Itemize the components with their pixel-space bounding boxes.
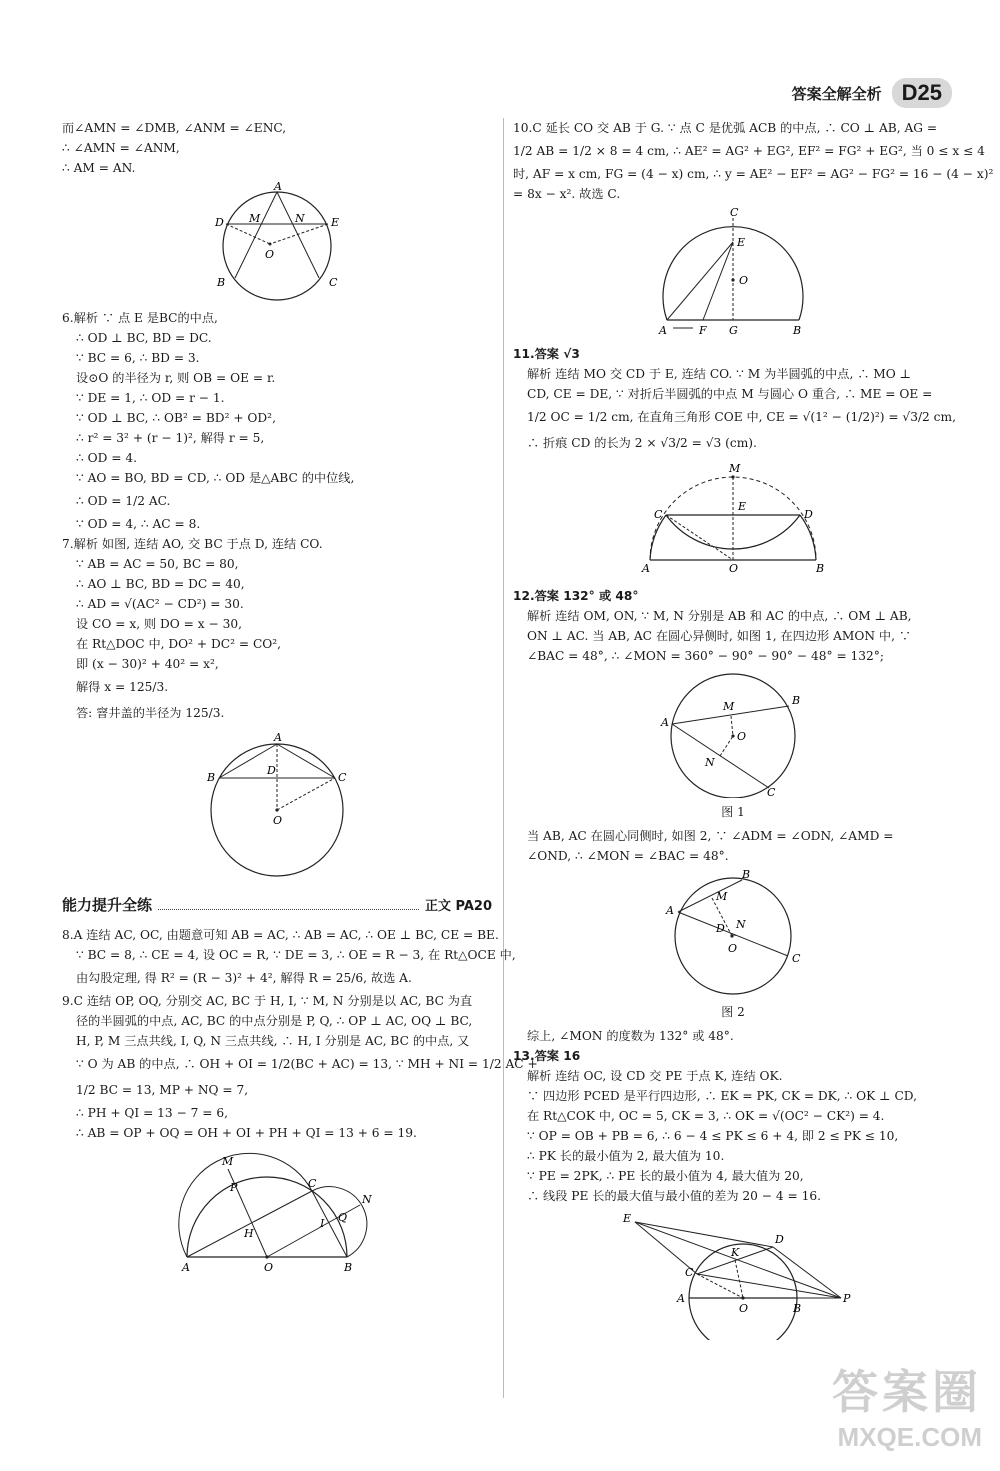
q13-line: ∵ PE = 2PK, ∴ PE 长的最小值为 4, 最大值为 20, xyxy=(527,1169,804,1183)
q8-line: 由勾股定理, 得 R² = (R − 3)² + 4², 解得 R = 25/6, 故选 A. xyxy=(76,971,412,985)
svg-text:E: E xyxy=(331,216,340,229)
svg-text:O: O xyxy=(264,1261,274,1274)
figure-q13-parallelogram xyxy=(613,1210,853,1340)
q6-line: ∴ OD ⊥ BC, BD = DC. xyxy=(76,331,212,345)
q12-mid-line: 当 AB, AC 在圆心同侧时, 如图 2, ∵ ∠ADM = ∠ODN, ∠AMD = xyxy=(527,829,894,843)
q11-line: ∴ 折痕 CD 的长为 2 × √3/2 = √3 (cm). xyxy=(527,436,757,450)
q7-line: 7.解析 如图, 连结 AO, 交 BC 于点 D, 连结 CO. xyxy=(62,537,323,551)
svg-text:B: B xyxy=(207,771,216,784)
svg-text:N: N xyxy=(705,756,715,769)
column-divider xyxy=(503,118,504,1398)
section-ref: 正文 PA20 xyxy=(424,899,492,914)
svg-text:M: M xyxy=(222,1155,234,1168)
svg-text:M: M xyxy=(729,462,741,475)
page-number: D25 xyxy=(892,78,952,108)
svg-text:M: M xyxy=(716,890,728,903)
svg-text:A: A xyxy=(182,1261,190,1274)
q6-line: ∵ AO = BO, BD = CD, ∴ OD 是△ABC 的中位线, xyxy=(76,471,355,485)
q9-line: 径的半圆弧的中点, AC, BC 的中点分别是 P, Q, ∴ OP ⊥ AC, OQ ⊥ BC, xyxy=(76,1014,473,1028)
q13-answer: 13.答案 16 xyxy=(513,1049,581,1063)
q6-line: ∴ OD = 1/2 AC. xyxy=(76,494,171,508)
figure-caption-2: 图 2 xyxy=(721,1005,745,1019)
svg-text:B: B xyxy=(816,562,825,575)
svg-text:A: A xyxy=(666,904,674,917)
q9-line: H, P, M 三点共线, I, Q, N 三点共线, ∴ H, I 分别是 AC, BC 的中点, 又 xyxy=(76,1034,470,1048)
q6-line: 6.解析 ∵ 点 E 是BC的中点, xyxy=(62,311,218,325)
q6-line: 设⊙O 的半径为 r, 则 OB = OE = r. xyxy=(76,371,276,385)
svg-text:D: D xyxy=(775,1233,784,1246)
figure-q9-semicircles xyxy=(172,1147,382,1277)
section-dots xyxy=(158,909,419,910)
q6-line: ∴ OD = 4. xyxy=(76,451,137,465)
q7-line: 答: 窨井盖的半径为 125/3. xyxy=(76,706,225,720)
text-line: ∴ ∠AMN = ∠ANM, xyxy=(62,141,180,155)
q10-line: 10.C 延长 CO 交 AB 于 G. ∵ 点 C 是优弧 ACB 的中点, ∴ CO ⊥ AB, AG = xyxy=(513,121,938,135)
svg-text:A: A xyxy=(677,1292,685,1305)
svg-text:O: O xyxy=(728,942,738,955)
q6-line: ∵ OD = 4, ∴ AC = 8. xyxy=(76,517,201,531)
svg-text:N: N xyxy=(736,918,746,931)
svg-text:Q: Q xyxy=(338,1211,348,1224)
q6-line: ∵ DE = 1, ∴ OD = r − 1. xyxy=(76,391,225,405)
svg-text:C: C xyxy=(308,1177,317,1190)
svg-text:A: A xyxy=(661,716,669,729)
q7-line: 解得 x = 125/3. xyxy=(76,680,169,694)
svg-text:C: C xyxy=(685,1266,694,1279)
text-line: 而∠AMN = ∠DMB, ∠ANM = ∠ENC, xyxy=(62,121,287,135)
svg-text:C: C xyxy=(767,786,776,798)
q9-line: ∴ AB = OP + OQ = OH + OI + PH + QI = 13 + 6 = 19. xyxy=(76,1126,417,1140)
svg-text:A: A xyxy=(642,562,650,575)
svg-text:G: G xyxy=(729,324,738,337)
q8-line: ∵ BC = 8, ∴ CE = 4, 设 OC = R, ∵ DE = 3, ∴ OE = R − 3, 在 Rt△OCE 中, xyxy=(76,948,516,962)
svg-text:A: A xyxy=(659,324,667,337)
q7-line: 即 (x − 30)² + 40² = x², xyxy=(76,657,219,671)
q10-line: 1/2 AB = 1/2 × 8 = 4 cm, ∴ AE² = AG² + EG², EF² = FG² + EG², 当 0 ≤ x ≤ 4 xyxy=(513,144,985,158)
svg-text:I: I xyxy=(320,1217,325,1230)
q12-line: ∠BAC = 48°, ∴ ∠MON = 360° − 90° − 90° − 48° = 132°; xyxy=(527,649,885,663)
svg-text:N: N xyxy=(362,1193,372,1206)
figure-q7-manhole xyxy=(197,730,357,880)
header-title: 答案全解全析 xyxy=(791,84,882,103)
svg-text:B: B xyxy=(217,276,226,289)
svg-text:M: M xyxy=(723,700,735,713)
svg-text:C: C xyxy=(792,952,801,965)
q11-line: CD, CE = DE, ∵ 对折后半圆弧的中点 M 与圆心 O 重合, ∴ ME = OE = xyxy=(527,387,933,401)
q9-line: ∴ PH + QI = 13 − 7 = 6, xyxy=(76,1106,228,1120)
svg-text:B: B xyxy=(793,1302,802,1315)
q13-line: ∵ OP = OB + PB = 6, ∴ 6 − 4 ≤ PK ≤ 6 + 4, 即 2 ≤ PK ≤ 10, xyxy=(527,1129,899,1143)
svg-text:O: O xyxy=(739,1302,749,1315)
q10-line: = 8x − x². 故选 C. xyxy=(513,187,621,201)
watermark-url: MXQE.COM xyxy=(837,1422,982,1452)
svg-text:E: E xyxy=(623,1212,632,1225)
figure-q11-fold xyxy=(638,460,828,580)
q9-line: ∵ O 为 AB 的中点, ∴ OH + OI = 1/2(BC + AC) = 13, ∵ MH + NI = 1/2 AC + xyxy=(76,1057,538,1071)
svg-text:D: D xyxy=(267,764,276,777)
svg-text:E: E xyxy=(738,500,747,513)
svg-text:B: B xyxy=(793,324,802,337)
q12-answer: 12.答案 132° 或 48° xyxy=(513,589,639,603)
section-heading xyxy=(62,894,492,915)
q13-line: 解析 连结 OC, 设 CD 交 PE 于点 K, 连结 OK. xyxy=(527,1069,783,1083)
svg-text:D: D xyxy=(804,508,813,521)
q6-line: ∵ OD ⊥ BC, ∴ OB² = BD² + OD², xyxy=(76,411,276,425)
svg-text:O: O xyxy=(737,730,747,743)
q7-line: ∴ AO ⊥ BC, BD = DC = 40, xyxy=(76,577,245,591)
text-line: ∴ AM = AN. xyxy=(62,161,136,175)
svg-text:M: M xyxy=(249,212,261,225)
figure-q12-2 xyxy=(658,870,808,998)
svg-text:D: D xyxy=(716,922,725,935)
svg-text:P: P xyxy=(230,1181,238,1194)
figure-q5-circle xyxy=(197,182,357,302)
svg-text:H: H xyxy=(244,1227,254,1240)
q7-line: ∵ AB = AC = 50, BC = 80, xyxy=(76,557,239,571)
watermark xyxy=(832,1356,982,1453)
svg-text:A: A xyxy=(274,182,282,193)
svg-text:C: C xyxy=(338,771,347,784)
svg-text:O: O xyxy=(273,814,283,827)
svg-text:C: C xyxy=(654,508,663,521)
svg-text:O: O xyxy=(729,562,739,575)
q13-line: ∴ 线段 PE 长的最大值与最小值的差为 20 − 4 = 16. xyxy=(527,1189,821,1203)
svg-text:O: O xyxy=(739,274,749,287)
q7-line: 设 CO = x, 则 DO = x − 30, xyxy=(76,617,242,631)
q8-line: 8.A 连结 AC, OC, 由题意可知 AB = AC, ∴ AB = AC, ∴ OE ⊥ BC, CE = BE. xyxy=(62,928,499,942)
svg-text:B: B xyxy=(792,694,801,707)
q9-line: 1/2 BC = 13, MP + NQ = 7, xyxy=(76,1083,249,1097)
svg-text:C: C xyxy=(730,208,739,219)
q12-end: 综上, ∠MON 的度数为 132° 或 48°. xyxy=(527,1029,734,1043)
svg-text:B: B xyxy=(742,870,751,881)
svg-text:A: A xyxy=(274,731,282,744)
watermark-logo-text: 答案圈 xyxy=(832,1366,982,1418)
q6-line: ∴ r² = 3² + (r − 1)², 解得 r = 5, xyxy=(76,431,265,445)
svg-text:E: E xyxy=(737,236,746,249)
figure-q10-arc xyxy=(653,208,813,338)
q13-line: ∵ 四边形 PCED 是平行四边形, ∴ EK = PK, CK = DK, ∴ OK ⊥ CD, xyxy=(527,1089,917,1103)
figure-q12-1 xyxy=(653,670,813,798)
q7-line: ∴ AD = √(AC² − CD²) = 30. xyxy=(76,597,244,611)
page-header xyxy=(792,78,952,108)
svg-text:P: P xyxy=(843,1292,851,1305)
q9-line: 9.C 连结 OP, OQ, 分别交 AC, BC 于 H, I, ∵ M, N 分别是以 AC, BC 为直 xyxy=(62,994,473,1008)
svg-text:C: C xyxy=(329,276,338,289)
left-column xyxy=(62,118,538,1283)
q11-line: 解析 连结 MO 交 CD 于 E, 连结 CO. ∵ M 为半圆弧的中点, ∴ MO ⊥ xyxy=(527,367,912,381)
svg-text:F: F xyxy=(699,324,707,337)
q11-line: 1/2 OC = 1/2 cm, 在直角三角形 COE 中, CE = √(1² − (1/2)²) = √3/2 cm, xyxy=(527,410,956,424)
q6-line: ∵ BC = 6, ∴ BD = 3. xyxy=(76,351,200,365)
svg-text:N: N xyxy=(295,212,305,225)
svg-text:K: K xyxy=(731,1246,740,1259)
q7-line: 在 Rt△DOC 中, DO² + DC² = CO², xyxy=(76,637,282,651)
q12-line: 解析 连结 OM, ON, ∵ M, N 分别是 AB 和 AC 的中点, ∴ OM ⊥ AB, xyxy=(527,609,912,623)
svg-text:O: O xyxy=(265,248,275,261)
q10-line: 时, AF = x cm, FG = (4 − x) cm, ∴ y = AE² − EF² = AG² − FG² = 16 − (4 − x)² xyxy=(513,167,994,181)
q13-line: 在 Rt△COK 中, OC = 5, CK = 3, ∴ OK = √(OC² − CK²) = 4. xyxy=(527,1109,885,1123)
q12-line: ON ⊥ AC. 当 AB, AC 在圆心异侧时, 如图 1, 在四边形 AMON 中, ∵ xyxy=(527,629,912,643)
right-column xyxy=(513,118,994,1346)
svg-text:D: D xyxy=(215,216,224,229)
q12-mid-line: ∠OND, ∴ ∠MON = ∠BAC = 48°. xyxy=(527,849,729,863)
svg-text:B: B xyxy=(344,1261,353,1274)
figure-caption-1: 图 1 xyxy=(721,805,745,819)
q11-answer: 11.答案 √3 xyxy=(513,347,580,361)
section-title: 能力提升全练 xyxy=(62,896,153,914)
q13-line: ∴ PK 长的最小值为 2, 最大值为 10. xyxy=(527,1149,725,1163)
